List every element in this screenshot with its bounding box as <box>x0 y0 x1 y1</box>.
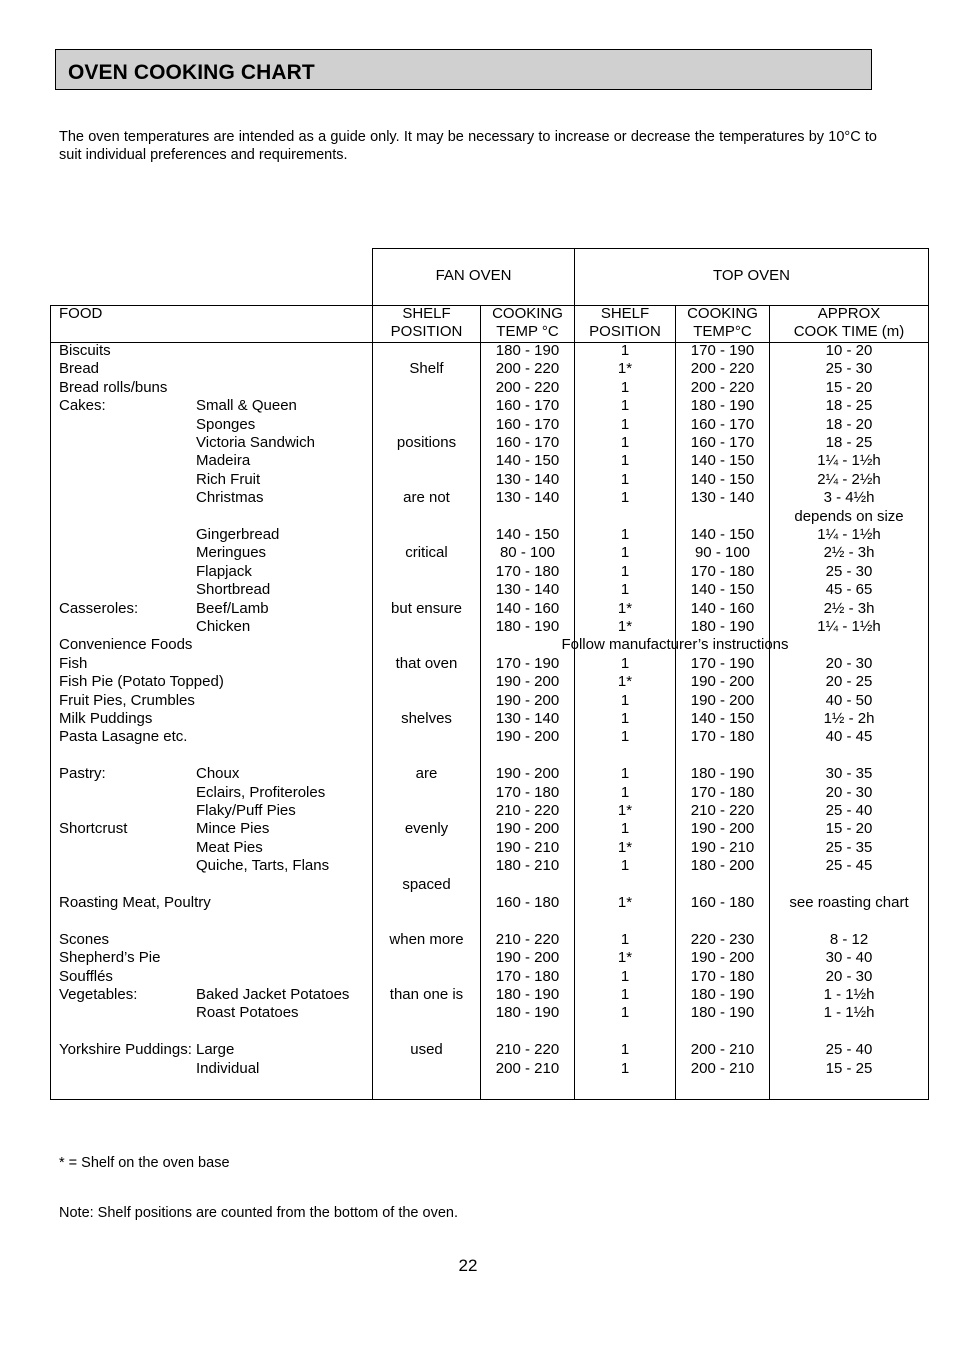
fan-shelf-note-line: used <box>410 1041 443 1059</box>
time-cell: 18 - 20 <box>825 415 873 433</box>
fan-temp-cell: 130 - 140 <box>495 581 560 599</box>
fan-temp-cell: 210 - 220 <box>495 930 560 948</box>
top-shelf-cell: 1 <box>620 342 630 359</box>
fan-shelf-note-line: when more <box>389 930 464 948</box>
top-temp-cell: 140 - 160 <box>690 599 755 617</box>
top-temp-cell: 200 - 210 <box>690 1041 755 1059</box>
fan-temp-cell: 170 - 190 <box>495 654 560 672</box>
fan-shelf-note-line: spaced <box>402 875 451 893</box>
title-bar <box>55 49 872 90</box>
fan-shelf-note-line: shelves <box>401 710 452 727</box>
time-cell: 30 - 35 <box>825 765 873 783</box>
time-cell: 45 - 65 <box>825 581 873 599</box>
fan-shelf-note-line: are <box>415 765 438 783</box>
food-name: Fish <box>59 654 88 672</box>
top-shelf-cell: 1* <box>617 599 633 617</box>
page-number: 22 <box>458 1256 478 1275</box>
fan-temp-cell: 190 - 200 <box>495 691 560 709</box>
fan-temp-cell: 160 - 180 <box>495 894 560 911</box>
fan-temp-cell: 130 - 140 <box>495 710 560 727</box>
food-subtype: Flaky/Puff Pies <box>196 802 296 819</box>
food-subtype: Baked Jacket Potatoes <box>196 986 350 1003</box>
time-cell: 3 - 4½h <box>823 489 875 507</box>
time-cell: 40 - 45 <box>825 728 873 746</box>
fan-temp-cell: 130 - 140 <box>495 470 560 488</box>
food-subtype: Gingerbread <box>196 526 280 543</box>
fan-shelf-note-line: than one is <box>389 986 464 1003</box>
food-subtype: Christmas <box>196 489 264 507</box>
time-cell: 1¼ - 1½h <box>817 618 881 635</box>
food-subtype: Chicken <box>196 618 251 635</box>
top-shelf-cell: 1 <box>620 1041 630 1059</box>
top-temp-cell: 130 - 140 <box>690 489 755 507</box>
top-shelf-position-header <box>575 305 675 342</box>
fan-temp-cell: 200 - 220 <box>495 378 560 396</box>
top-temp-cell: 170 - 190 <box>690 342 755 359</box>
top-shelf-cell: 1 <box>620 820 630 838</box>
top-shelf-cell: 1* <box>617 894 633 911</box>
top-shelf-cell: 1 <box>620 783 630 801</box>
food-name: Bread rolls/buns <box>59 378 168 396</box>
time-cell: 2½ - 3h <box>823 599 875 617</box>
top-shelf-cell: 1 <box>620 765 630 783</box>
time-cell: 20 - 30 <box>825 654 873 672</box>
top-shelf-cell: 1 <box>620 930 630 948</box>
header-line: TEMP°C <box>693 323 752 341</box>
top-temp-cell: 180 - 190 <box>690 765 755 783</box>
food-subtype: Victoria Sandwich <box>196 434 315 451</box>
top-temp-cell: 170 - 180 <box>690 728 755 746</box>
fan-oven-header: FAN OVEN <box>435 267 512 284</box>
header-line: SHELF <box>600 305 650 322</box>
cooking-chart-table <box>50 248 929 1100</box>
fan-shelf-note-line: critical <box>405 544 448 562</box>
food-subtype: Quiche, Tarts, Flans <box>196 857 330 875</box>
food-subtype: Eclairs, Profiteroles <box>196 783 326 801</box>
fan-temp-cell: 210 - 220 <box>495 802 560 819</box>
top-temp-cell: 180 - 190 <box>690 618 755 635</box>
top-shelf-cell: 1 <box>620 452 630 470</box>
fan-temp-cell: 160 - 170 <box>495 397 560 415</box>
fan-temp-cell: 180 - 210 <box>495 857 560 875</box>
fan-temp-cell: 170 - 180 <box>495 783 560 801</box>
fan-temp-cell: 160 - 170 <box>495 434 560 451</box>
fan-shelf-note-line: positions <box>396 434 457 451</box>
top-temp-cell: 180 - 190 <box>690 1004 755 1022</box>
time-cell: 25 - 45 <box>825 857 873 875</box>
time-cell: 1¼ - 1½h <box>817 526 881 543</box>
top-shelf-cell: 1 <box>620 1059 630 1077</box>
top-temp-cell: 200 - 210 <box>690 1059 755 1077</box>
top-shelf-cell: 1 <box>620 544 630 562</box>
fan-temp-cell: 190 - 200 <box>495 820 560 838</box>
food-header: FOOD <box>59 305 103 322</box>
time-cell: 40 - 50 <box>825 691 873 709</box>
top-temp-cell: 180 - 190 <box>690 397 755 415</box>
top-temp-cell: 170 - 180 <box>690 783 755 801</box>
food-subtype: Beef/Lamb <box>196 599 269 617</box>
time-cell: 25 - 40 <box>825 1041 873 1059</box>
food-subtype: Madeira <box>196 452 251 470</box>
time-cell: 30 - 40 <box>825 949 873 967</box>
top-temp-cell: 190 - 200 <box>690 820 755 838</box>
food-name: Roasting Meat, Poultry <box>59 894 211 911</box>
header-line: TEMP °C <box>496 323 559 341</box>
fan-temp-cell: 140 - 150 <box>495 526 560 543</box>
top-shelf-cell: 1 <box>620 526 630 543</box>
time-cell: 15 - 20 <box>825 820 873 838</box>
page-title: OVEN COOKING CHART <box>68 61 315 84</box>
top-shelf-cell: 1 <box>620 986 630 1003</box>
fan-temp-cell: 170 - 180 <box>495 967 560 985</box>
fan-temp-cell: 140 - 160 <box>495 599 560 617</box>
fan-temp-cell: 210 - 220 <box>495 1041 560 1059</box>
food-name: Cakes: <box>59 397 106 415</box>
food-subtype: Sponges <box>196 415 256 433</box>
top-shelf-cell: 1* <box>617 673 633 691</box>
food-name: Yorkshire Puddings: <box>59 1041 192 1059</box>
top-temp-cell: 190 - 200 <box>690 673 755 691</box>
top-temp-cell: 90 - 100 <box>694 544 751 562</box>
food-name: Casseroles: <box>59 599 139 617</box>
top-oven-header: TOP OVEN <box>713 267 790 284</box>
top-temp-cell: 190 - 200 <box>690 949 755 967</box>
fan-shelf-note-line: but ensure <box>391 599 462 617</box>
food-name: Vegetables: <box>59 986 138 1003</box>
time-cell: 1 - 1½h <box>823 986 875 1003</box>
food-name: Scones <box>59 930 110 948</box>
fan-temp-cell: 180 - 190 <box>495 618 560 635</box>
food-subtype: Mince Pies <box>196 820 270 838</box>
top-temp-cell: 170 - 180 <box>690 562 755 580</box>
fan-temp-cell: 170 - 180 <box>495 562 560 580</box>
top-shelf-cell: 1 <box>620 967 630 985</box>
top-cooking-temp-header <box>676 305 769 342</box>
fan-shelf-note-line: evenly <box>404 820 449 838</box>
time-cell: 20 - 25 <box>825 673 873 691</box>
fan-shelf-note-line: are not <box>403 489 450 507</box>
food-name: Fish Pie (Potato Topped) <box>59 673 224 691</box>
time-cell: 2½ - 3h <box>823 544 875 562</box>
header-line: SHELF <box>402 305 451 322</box>
top-shelf-cell: 1 <box>620 470 630 488</box>
manufacturer-instructions-cell: Follow manufacturer’s instructions <box>561 636 789 654</box>
top-temp-cell: 190 - 210 <box>690 838 755 856</box>
fan-temp-cell: 180 - 190 <box>495 342 560 359</box>
fan-shelf-note-line: Shelf <box>409 360 444 378</box>
food-name: Biscuits <box>59 342 111 359</box>
fan-shelf-position-header <box>373 305 480 342</box>
food-subtype: Choux <box>196 765 240 783</box>
food-subtype: Shortbread <box>196 581 271 599</box>
fan-temp-cell: 190 - 200 <box>495 728 560 746</box>
fan-temp-cell: 190 - 200 <box>495 673 560 691</box>
top-shelf-cell: 1* <box>617 838 633 856</box>
top-temp-cell: 180 - 200 <box>690 857 755 875</box>
food-subtype: Roast Potatoes <box>196 1004 299 1022</box>
food-subtype: Large <box>196 1041 235 1059</box>
fan-temp-cell: 140 - 150 <box>495 452 560 470</box>
time-cell: 25 - 30 <box>825 360 873 378</box>
time-cell: 2¼ - 2½h <box>817 470 881 488</box>
food-name: Shortcrust <box>59 820 128 838</box>
intro-paragraph: The oven temperatures are intended as a guide only. It may be necessary to increase or decrease the temperatures by 10°C to suit individual preferences and requirements. <box>59 129 877 163</box>
food-subtype: Flapjack <box>196 562 252 580</box>
header-line: COOKING <box>687 305 758 322</box>
footnote: * = Shelf on the oven base <box>59 1155 230 1171</box>
fan-cooking-temp-header <box>481 305 574 342</box>
approx-cook-time-header <box>770 305 928 342</box>
fan-shelf-note-line: that oven <box>395 654 458 672</box>
fan-temp-cell: 130 - 140 <box>495 489 560 507</box>
top-shelf-cell: 1 <box>620 728 630 746</box>
time-cell: 1 - 1½h <box>823 1004 875 1022</box>
time-cell: 18 - 25 <box>825 397 873 415</box>
fan-temp-cell: 190 - 210 <box>495 838 560 856</box>
top-shelf-cell: 1 <box>620 489 630 507</box>
food-name: Soufflés <box>59 967 113 985</box>
time-cell: 1¼ - 1½h <box>817 452 881 470</box>
food-name: Bread <box>59 360 100 378</box>
table-line <box>50 1099 929 1100</box>
fan-temp-cell: 200 - 210 <box>495 1059 560 1077</box>
top-temp-cell: 170 - 190 <box>690 654 755 672</box>
time-cell: 1½ - 2h <box>823 710 875 727</box>
time-cell: 20 - 30 <box>825 967 873 985</box>
time-cell: 15 - 25 <box>825 1059 873 1077</box>
food-name: Shepherd’s Pie <box>59 949 161 967</box>
food-name: Milk Puddings <box>59 710 153 727</box>
table-line <box>928 248 929 1100</box>
header-line: COOK TIME (m) <box>793 323 905 341</box>
top-shelf-cell: 1 <box>620 654 630 672</box>
top-temp-cell: 180 - 190 <box>690 986 755 1003</box>
top-temp-cell: 170 - 180 <box>690 967 755 985</box>
top-temp-cell: 210 - 220 <box>690 802 755 819</box>
header-line: APPROX <box>817 305 881 322</box>
time-cell: 25 - 40 <box>825 802 873 819</box>
time-cell: 25 - 30 <box>825 562 873 580</box>
top-shelf-cell: 1 <box>620 397 630 415</box>
top-shelf-cell: 1 <box>620 378 630 396</box>
food-name: Pasta Lasagne etc. <box>59 728 188 746</box>
top-shelf-cell: 1 <box>620 710 630 727</box>
table-line <box>372 248 929 249</box>
top-shelf-cell: 1 <box>620 562 630 580</box>
fan-temp-cell: 190 - 200 <box>495 949 560 967</box>
top-temp-cell: 160 - 170 <box>690 415 755 433</box>
top-shelf-cell: 1 <box>620 434 630 451</box>
food-subtype: Meat Pies <box>196 838 263 856</box>
top-temp-cell: 140 - 150 <box>690 470 755 488</box>
time-cell: 10 - 20 <box>825 342 873 359</box>
time-cell: see roasting chart <box>789 894 909 911</box>
top-shelf-cell: 1 <box>620 691 630 709</box>
top-temp-cell: 140 - 150 <box>690 710 755 727</box>
header-line: POSITION <box>589 323 661 341</box>
top-shelf-cell: 1* <box>617 360 633 378</box>
top-temp-cell: 200 - 220 <box>690 360 755 378</box>
time-cell: 25 - 35 <box>825 838 873 856</box>
food-subtype: Rich Fruit <box>196 470 261 488</box>
time-cell: 20 - 30 <box>825 783 873 801</box>
food-name: Fruit Pies, Crumbles <box>59 691 195 709</box>
top-temp-cell: 220 - 230 <box>690 930 755 948</box>
food-name: Pastry: <box>59 765 106 783</box>
top-temp-cell: 200 - 220 <box>690 378 755 396</box>
top-shelf-cell: 1 <box>620 581 630 599</box>
top-shelf-cell: 1* <box>617 618 633 635</box>
top-shelf-cell: 1 <box>620 857 630 875</box>
time-cell: 8 - 12 <box>829 930 869 948</box>
top-shelf-cell: 1* <box>617 949 633 967</box>
fan-temp-cell: 160 - 170 <box>495 415 560 433</box>
top-shelf-cell: 1* <box>617 802 633 819</box>
time-cell: 15 - 20 <box>825 378 873 396</box>
fan-temp-cell: 190 - 200 <box>495 765 560 783</box>
fan-temp-cell: 180 - 190 <box>495 986 560 1003</box>
header-line: POSITION <box>390 323 463 341</box>
top-shelf-cell: 1 <box>620 1004 630 1022</box>
time-cell: depends on size <box>794 507 904 525</box>
top-temp-cell: 160 - 170 <box>690 434 755 451</box>
top-shelf-cell: 1 <box>620 415 630 433</box>
food-subtype: Small & Queen <box>196 397 297 415</box>
top-temp-cell: 140 - 150 <box>690 526 755 543</box>
food-subtype: Individual <box>196 1059 260 1077</box>
time-cell: 18 - 25 <box>825 434 873 451</box>
food-name: Convenience Foods <box>59 636 193 654</box>
fan-temp-cell: 200 - 220 <box>495 360 560 378</box>
top-temp-cell: 190 - 200 <box>690 691 755 709</box>
note: Note: Shelf positions are counted from the bottom of the oven. <box>59 1205 458 1221</box>
food-subtype: Meringues <box>196 544 267 562</box>
top-temp-cell: 140 - 150 <box>690 581 755 599</box>
top-temp-cell: 160 - 180 <box>690 894 755 911</box>
fan-temp-cell: 180 - 190 <box>495 1004 560 1022</box>
header-line: COOKING <box>492 305 563 322</box>
table-line <box>50 305 51 1100</box>
top-temp-cell: 140 - 150 <box>690 452 755 470</box>
fan-temp-cell: 80 - 100 <box>499 544 556 562</box>
